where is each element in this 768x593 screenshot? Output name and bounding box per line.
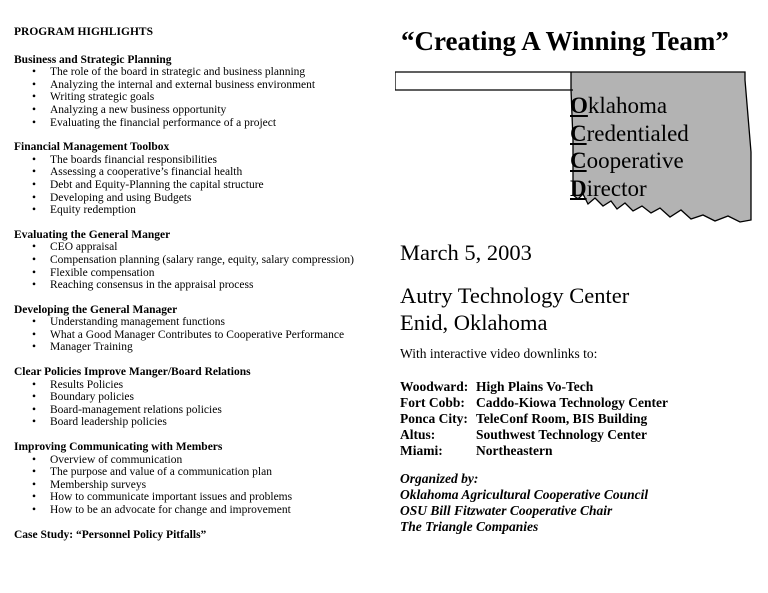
organizer-name: Oklahoma Agricultural Cooperative Council (400, 487, 649, 502)
bullet-item: • The boards financial responsibilities (50, 154, 384, 167)
section-bullet-list (14, 379, 384, 429)
bullet-item: • Writing strategic goals (50, 91, 384, 104)
site-city: Ponca City: (400, 411, 468, 426)
bullet-item: • Compensation planning (salary range, equity, salary compression) (50, 254, 384, 267)
cover-panel (395, 0, 768, 593)
site-location: High Plains Vo-Tech (476, 379, 594, 394)
bullet-item: • How to be an advocate for change and improvement (50, 504, 384, 517)
bullet-item: • Manager Training (50, 341, 384, 354)
bullet-item: • Assessing a cooperative’s financial health (50, 166, 384, 179)
bullet-item: • Analyzing a new business opportunity (50, 104, 384, 117)
section-bullet-list (14, 66, 384, 129)
acronym-row (570, 120, 689, 148)
program-sections (14, 54, 384, 517)
acronym-rest: redentialed (586, 120, 689, 146)
acronym-initial: D (570, 175, 587, 201)
section-title: Clear Policies Improve Manger/Board Relations (14, 366, 251, 379)
acronym-rest: klahoma (587, 93, 668, 118)
site-city: Woodward: (400, 379, 469, 394)
bullet-item: • Board leadership policies (50, 416, 384, 429)
acronym-initial: O (570, 93, 588, 118)
bullet-item: • Debt and Equity-Planning the capital structure (50, 179, 384, 192)
acronym-row (570, 147, 689, 175)
program-section (14, 366, 384, 429)
site-location: TeleConf Room, BIS Building (476, 411, 648, 426)
program-section (14, 304, 384, 354)
section-title: Developing the General Manager (14, 303, 178, 316)
bullet-item: • Overview of communication (50, 454, 384, 467)
section-title: Financial Management Toolbox (14, 141, 170, 154)
downlink-site (400, 427, 668, 443)
acronym-rest: irector (586, 175, 647, 201)
brochure-title: “Creating A Winning Team” (401, 26, 729, 56)
site-city: Miami: (400, 443, 443, 458)
venue (400, 282, 629, 336)
organizer-name: The Triangle Companies (400, 519, 539, 534)
program-highlights-panel (14, 26, 384, 541)
bullet-item: • Boundary policies (50, 391, 384, 404)
site-location: Northeastern (476, 443, 553, 458)
acronym-rest: ooperative (586, 148, 684, 173)
oklahoma-panhandle-shape (395, 72, 573, 90)
occd-acronym (570, 92, 689, 202)
section-bullet-list (14, 316, 384, 354)
section-title: Business and Strategic Planning (14, 53, 172, 66)
downlinks-intro: With interactive video downlinks to: (400, 346, 598, 361)
acronym-row (570, 175, 689, 203)
bullet-item: • Understanding management functions (50, 316, 384, 329)
acronym-initial: C (570, 148, 587, 173)
bullet-item: • How to communicate important issues and problems (50, 491, 384, 504)
organizers (400, 471, 648, 535)
bullet-item: • Membership surveys (50, 479, 384, 492)
site-city: Fort Cobb: (400, 395, 465, 410)
bullet-item: • CEO appraisal (50, 241, 384, 254)
bullet-item: • Evaluating the financial performance of a project (50, 117, 384, 130)
bullet-item: • The purpose and value of a communication plan (50, 466, 384, 479)
bullet-item: • Flexible compensation (50, 267, 384, 280)
section-bullet-list (14, 454, 384, 517)
downlink-sites (400, 379, 668, 459)
site-location: Caddo-Kiowa Technology Center (476, 395, 669, 410)
program-section (14, 229, 384, 292)
bullet-item: • What a Good Manager Contributes to Cooperative Performance (50, 329, 384, 342)
bullet-item: • Developing and using Budgets (50, 192, 384, 205)
program-section (14, 54, 384, 130)
organizer-name: OSU Bill Fitzwater Cooperative Chair (400, 503, 613, 518)
section-title: Improving Communicating with Members (14, 441, 223, 454)
case-study: Case Study: “Personnel Policy Pitfalls” (14, 528, 207, 541)
site-city: Altus: (400, 427, 436, 442)
acronym-initial: C (570, 120, 587, 146)
bullet-item: • Reaching consensus in the appraisal process (50, 279, 384, 292)
downlink-site (400, 411, 668, 427)
downlink-site (400, 443, 668, 459)
bullet-item: • Results Policies (50, 379, 384, 392)
venue-name: Autry Technology Center (400, 283, 630, 308)
section-bullet-list (14, 241, 384, 291)
organized-by-label: Organized by: (400, 471, 479, 486)
event-date: March 5, 2003 (400, 240, 532, 265)
bullet-item: • Analyzing the internal and external business environment (50, 79, 384, 92)
section-title: Evaluating the General Manger (14, 228, 171, 241)
bullet-item: • Equity redemption (50, 204, 384, 217)
bullet-item: • The role of the board in strategic and business planning (50, 66, 384, 79)
bullet-item: • Board-management relations policies (50, 404, 384, 417)
downlink-site (400, 395, 668, 411)
venue-city: Enid, Oklahoma (400, 310, 548, 335)
program-heading: PROGRAM HIGHLIGHTS (14, 26, 153, 38)
downlink-site (400, 379, 668, 395)
site-location: Southwest Technology Center (476, 427, 648, 442)
program-section (14, 441, 384, 517)
acronym-row (570, 92, 689, 120)
section-bullet-list (14, 154, 384, 217)
program-section (14, 141, 384, 217)
